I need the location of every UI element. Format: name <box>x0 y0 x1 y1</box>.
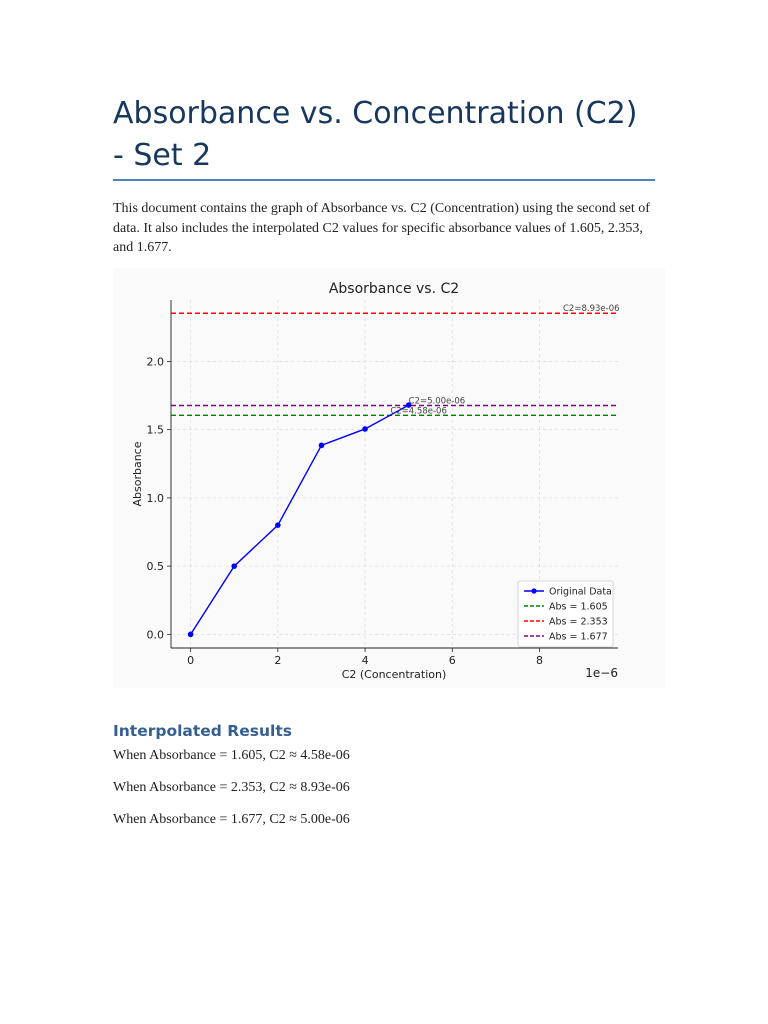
data-point <box>362 426 368 432</box>
legend-label: Abs = 1.677 <box>549 631 608 643</box>
y-tick-label: 1.5 <box>146 423 164 437</box>
x-axis-label: C2 (Concentration) <box>341 668 447 681</box>
y-tick-label: 0.5 <box>146 560 164 574</box>
x-tick-label: 6 <box>448 654 456 667</box>
data-point <box>231 563 237 569</box>
result-line-2: When Absorbance = 2.353, C2 ≈ 8.93e-06 <box>113 780 350 795</box>
legend-label: Original Data <box>549 586 612 598</box>
x-tick-label: 4 <box>361 654 369 667</box>
results-heading: Interpolated Results <box>113 722 292 740</box>
x-tick-label: 0 <box>187 654 195 667</box>
y-tick-label: 2.0 <box>146 355 164 369</box>
chart-svg <box>113 268 665 688</box>
annotation-label: C2=4.58e-06 <box>390 406 447 417</box>
data-point <box>275 522 281 528</box>
y-axis-label: Absorbance <box>131 441 144 507</box>
intro-paragraph: This document contains the graph of Absorbance vs. C2 (Concentration) using the second set of data. It also includes the interpolated C2 values for specific absorbance values of 1.605, 2.353, and 1.677. <box>113 201 650 255</box>
data-point <box>319 443 325 449</box>
result-line-1: When Absorbance = 1.605, C2 ≈ 4.58e-06 <box>113 748 350 763</box>
data-point <box>188 632 194 638</box>
legend-label: Abs = 1.605 <box>549 601 608 613</box>
annotation-label: C2=5.00e-06 <box>408 396 466 407</box>
legend-label: Abs = 2.353 <box>549 616 608 628</box>
chart-legend <box>518 581 613 647</box>
x-tick-label: 2 <box>274 654 282 667</box>
y-tick-label: 0.0 <box>146 628 164 642</box>
title-divider <box>113 179 655 181</box>
x-tick-label: 8 <box>536 654 544 667</box>
absorbance-chart <box>113 268 665 688</box>
legend-marker <box>531 588 536 593</box>
x-axis-scale-label: 1e−6 <box>585 666 618 680</box>
y-tick-label: 1.0 <box>146 491 164 505</box>
annotation-label: C2=8.93e-06 <box>563 304 620 315</box>
document-title: Absorbance vs. Concentration (C2) - Set 2 <box>113 96 638 173</box>
result-line-3: When Absorbance = 1.677, C2 ≈ 5.00e-06 <box>113 812 350 827</box>
chart-title: Absorbance vs. C2 <box>328 281 460 297</box>
